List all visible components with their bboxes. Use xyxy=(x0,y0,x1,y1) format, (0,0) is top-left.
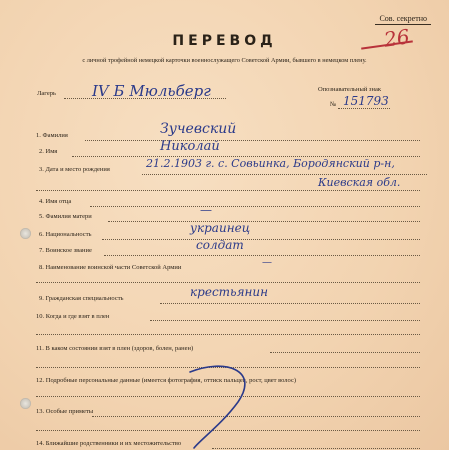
field-7-underline xyxy=(104,255,420,256)
handwritten-dash-mark xyxy=(150,360,270,450)
field-5-value: — xyxy=(200,203,212,217)
field-1-label: 1. Фамилия xyxy=(36,132,68,139)
field-3-value: 21.2.1903 г. с. Совьинка, Бородянский р-н, xyxy=(146,157,395,170)
camp-underline xyxy=(64,98,226,99)
field-2-label: 2. Имя xyxy=(39,148,58,155)
field-10-label: 10. Когда и где взят в плен xyxy=(36,313,110,320)
field-5-underline xyxy=(108,221,420,222)
field-3-value-continued: Киевская обл. xyxy=(318,176,401,189)
field-8-underline xyxy=(36,282,420,283)
id-mark-underline xyxy=(338,108,390,109)
field-8-value: — xyxy=(262,257,272,268)
field-6-underline xyxy=(102,239,420,240)
field-12-label: 12. Подробные персональные данные (имеется фотография, оттиск пальцев, рост, цвет волос) xyxy=(36,377,296,384)
field-7-value: солдат xyxy=(196,238,244,252)
field-10-underline-2 xyxy=(36,334,420,335)
field-5-label: 5. Фамилия матери xyxy=(39,213,92,220)
field-8-label: 8. Наименование воинской части Советской Армии xyxy=(39,264,182,271)
field-11-label: 11. В каком состоянии взят в плен (здоров, болен, ранен) xyxy=(36,345,194,352)
camp-value: IV Б Мюльберг xyxy=(92,82,211,100)
field-3-underline-2 xyxy=(36,190,420,191)
document-number: 26 xyxy=(382,24,411,52)
field-2-value: Николай xyxy=(160,139,220,154)
field-6-label: 6. Национальность xyxy=(39,231,92,238)
field-1-underline xyxy=(85,140,420,141)
field-13-label: 13. Особые приметы xyxy=(36,408,94,415)
field-1-value: Зучевский xyxy=(160,121,237,137)
field-10-underline xyxy=(150,320,420,321)
subtitle-text: с личной трофейной немецкой карточки военнослужащего Советской Армии, бывшего в немецком плену. xyxy=(82,57,367,64)
id-mark-value: 151793 xyxy=(343,94,389,108)
id-mark-number-prefix: № xyxy=(330,101,337,108)
field-6-value: украинец xyxy=(190,221,251,235)
field-9-value: крестьянин xyxy=(190,285,269,299)
field-7-label: 7. Воинское звание xyxy=(39,247,92,254)
field-3-underline xyxy=(142,174,427,175)
field-11-underline xyxy=(270,352,420,353)
document-title: ПЕРЕВОД xyxy=(172,33,277,49)
field-4-underline xyxy=(90,206,420,207)
field-3-label: 3. Дата и место рождения xyxy=(39,166,110,173)
field-9-underline xyxy=(160,303,420,304)
field-14-label: 14. Ближайшие родственники и их местожительство xyxy=(36,440,182,447)
id-mark-label: Опознавательный знак xyxy=(318,86,382,93)
document-subtitle xyxy=(0,56,449,65)
field-9-label: 9. Гражданская специальность xyxy=(39,295,124,302)
field-4-label: 4. Имя отца xyxy=(39,198,72,205)
classification-stamp: Сов. секретно xyxy=(379,14,427,23)
punch-hole-bottom xyxy=(20,398,31,409)
camp-label: Лагерь xyxy=(37,90,56,97)
punch-hole-top xyxy=(20,228,31,239)
